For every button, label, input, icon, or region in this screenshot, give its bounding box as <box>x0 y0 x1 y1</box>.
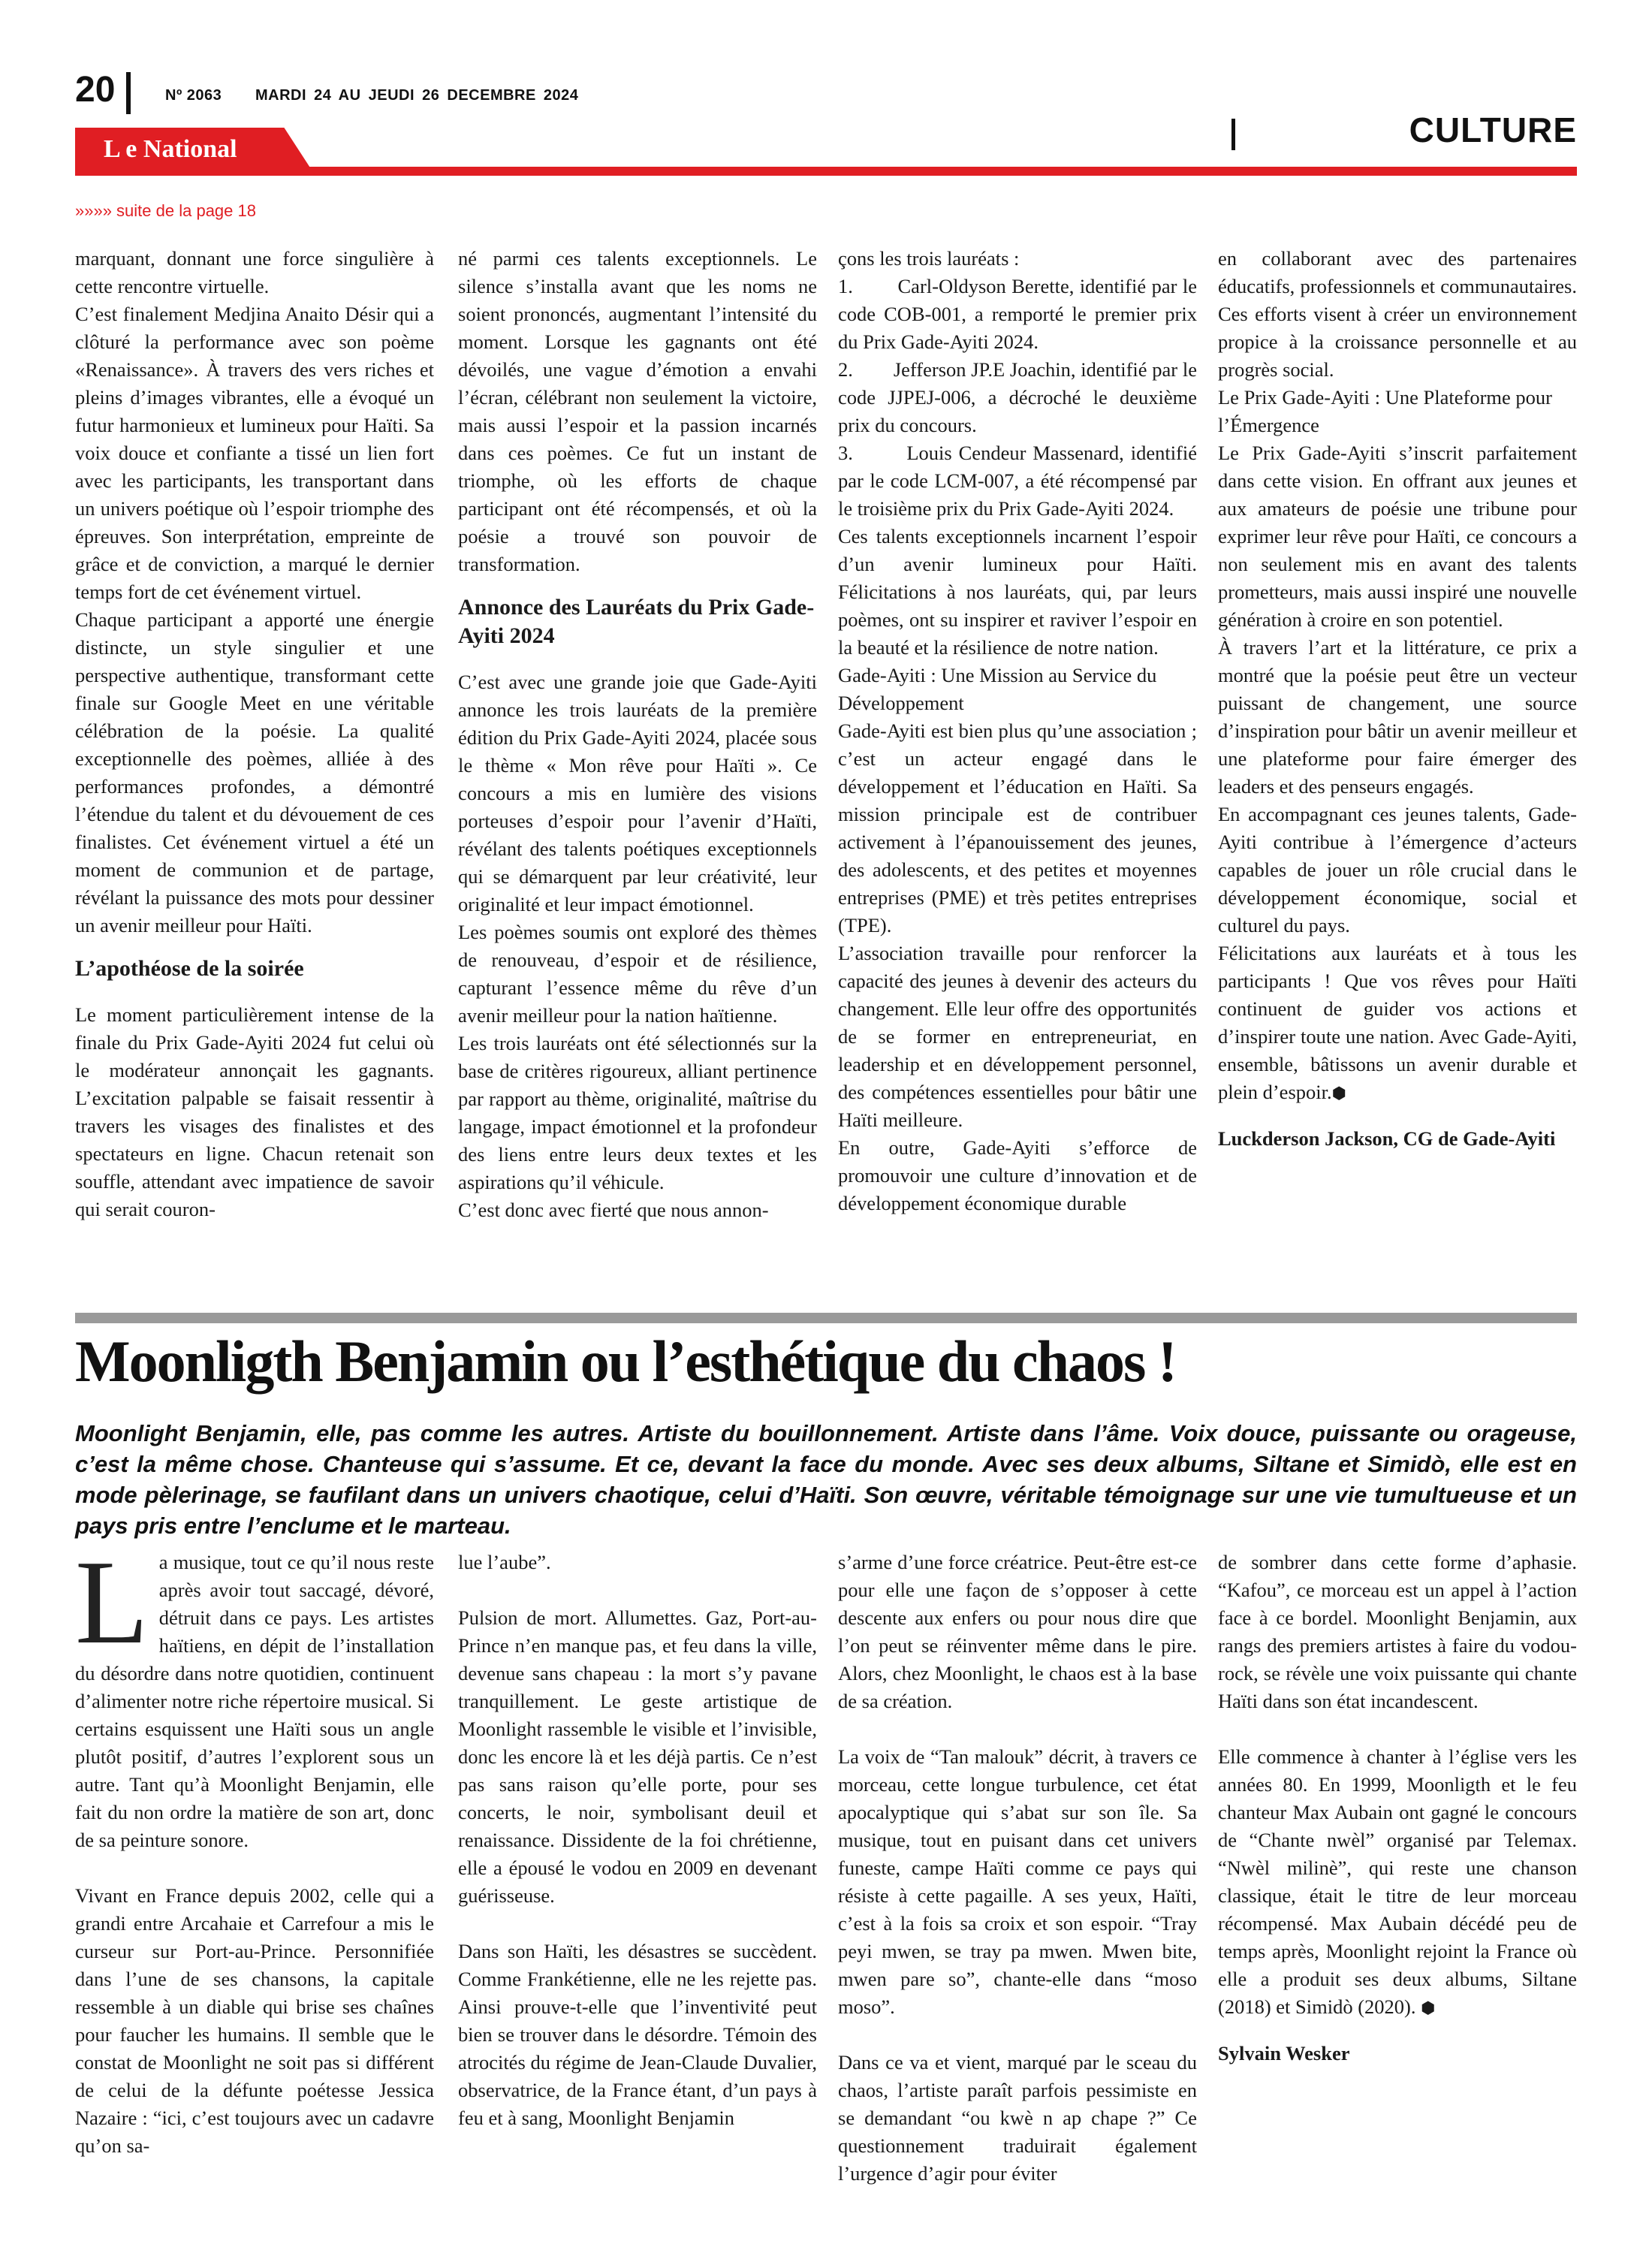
paragraph: Pulsion de mort. Allumettes. Gaz, Port-au-Prince n’en manque pas, et feu dans la ville, devenue sans chapeau : la mort s’y pavane tranquillement. Le geste artistique de Moonlight rassemble le visible et l’invisible, donc les encore là et les déjà partis. Ce n’est pas sans raison qu’elle porte, pour ses concerts, le noir, symbolisant deuil et renaissance. Dissidente de la foi chrétienne, elle a épousé le vodou en 2009 en devenant guérisseuse. <box>458 1606 817 1907</box>
drop-cap: L <box>75 1535 149 1669</box>
article1-column-4 <box>1218 245 1577 1153</box>
paragraph: C’est finalement Medjina Anaito Désir qui a clôturé la performance avec son poème «Renaissance». À travers des vers riches et pleins d’images vibrantes, elle a évoqué un futur harmonieux et lumineux pour Haïti. Sa voix douce et confiante a tissé un lien fort avec les participants, les transportant dans un univers poétique où l’espoir triomphe des épreuves. Son interprétation, empreinte de grâce et de conviction, a marqué le dernier temps fort de cet événement virtuel. <box>75 303 434 603</box>
article2-column-3 <box>838 1549 1197 2188</box>
article-divider <box>75 1313 1577 1323</box>
subheading: Annonce des Lauréats du Prix Gade-Ayiti 2024 <box>458 595 815 648</box>
list-item: 3. Louis Cendeur Massenard, identifié par le code LCM-007, a été récompensé par le troisième prix du Prix Gade-Ayiti 2024. <box>838 442 1202 520</box>
article1-column-3 <box>838 245 1202 1217</box>
paragraph: Les trois lauréats ont été sélectionnés sur la base de critères rigoureux, alliant pertinence par rapport au thème, originalité, maîtrise du langage, impact émotionnel et la profondeur des liens entre leurs deux textes et les aspirations qu’il véhicule. <box>458 1032 817 1193</box>
paragraph: en collaborant avec des partenaires éducatifs, professionnels et communautaires. Ces efforts visent à créer un environnement propice à la croissance personnelle et au progrès social. <box>1218 247 1577 381</box>
issue-date: MARDI 24 AU JEUDI 26 DECEMBRE 2024 <box>255 87 579 104</box>
inline-heading: Le Prix Gade-Ayiti : Une Plateforme pour l’Émergence <box>1218 386 1553 436</box>
paragraph: Le Prix Gade-Ayiti s’inscrit parfaitement dans cette vision. En offrant aux jeunes et aux amateurs de poésie une tribune pour exprimer leur rêve pour Haïti, ce concours a non seulement mis en avant des talents prometteurs, mais aussi inspiré une nouvelle génération à croire en son potentiel. <box>1218 442 1577 631</box>
article2-column-2 <box>458 1549 817 2132</box>
paragraph <box>1218 940 1577 1107</box>
article1-column-2 <box>458 245 817 1224</box>
paragraph: Gade-Ayiti est bien plus qu’une association ; c’est un acteur engagé dans le développement et l’éducation en Haïti. Sa mission principale est de contribuer activement à l’épanouissement des jeunes, des adolescents, et des petites et moyennes entreprises (PME) et très petites entreprises (TPE). <box>838 719 1197 936</box>
article2-column-1 <box>75 1535 434 2160</box>
paragraph: marquant, donnant une force singulière à cette rencontre virtuelle. <box>75 247 434 297</box>
section-title: CULTURE <box>1409 110 1577 149</box>
paragraph: C’est donc avec fierté que nous annon- <box>458 1199 769 1221</box>
paragraph: çons les trois lauréats : <box>838 247 1020 270</box>
paragraph: de sombrer dans cette forme d’aphasie. “Kafou”, ce morceau est un appel à l’action face à ce bordel. Moonlight Benjamin, aux rangs des premiers artistes à faire du vodou-rock, se révèle une voix puissante qui chante Haïti dans son état incandescent. <box>1218 1551 1577 1712</box>
continued-from-link[interactable]: »»»» suite de la page 18 <box>75 201 256 220</box>
paragraph: Vivant en France depuis 2002, celle qui a grandi entre Arcahaie et Carrefour a mis le curseur sur Port-au-Prince. Personnifiée dans l’une de ses chansons, la capitale ressemble à un diable qui brise ses chaînes pour faucher les humains. Il semble que le constat de Moonlight ne soit pas si différent de celui de la défunte poétesse Jessica Nazaire : “ici, c’est toujours avec un cadavre qu’on sa- <box>75 1884 434 2157</box>
paragraph: En accompagnant ces jeunes talents, Gade-Ayiti contribue à l’émergence d’acteurs capables de jouer un rôle crucial dans le développement économique, social et culturel du pays. <box>1218 803 1577 936</box>
article2-headline: Moonligth Benjamin ou l’esthétique du chaos ! <box>75 1329 1176 1394</box>
paragraph: Dans ce va et vient, marqué par le sceau du chaos, l’artiste paraît parfois pessimiste en se demandant “ou kwè n ap chape ?” Ce questionnement traduirait également l’urgence d’agir pour éviter <box>838 2051 1197 2185</box>
paragraph: À travers l’art et la littérature, ce prix a montré que la poésie peut être un vecteur puissant de changement, une source d’inspiration pour bâtir un avenir meilleur et une plateforme pour faire émerger des leaders et des penseurs engagés. <box>1218 636 1577 798</box>
page-number-divider <box>126 72 131 114</box>
article2-column-4 <box>1218 1549 1577 2068</box>
paragraph <box>75 1535 434 1854</box>
paragraph: La voix de “Tan malouk” décrit, à travers ce morceau, cette longue turbulence, cet état apocalyptique qui s’abat sur son île. Sa musique, tout en puisant dans cet univers funeste, campe Haïti comme ce pays qui résiste à cette pagaille. A ses yeux, Haïti, c’est à la fois sa croix et son espoir. “Tray peyi mwen, se tray pa mwen. Mwen bite, mwen pare so”, chante-elle dans “moso moso”. <box>838 1745 1197 2018</box>
list-item: 1. Carl-Oldyson Berette, identifié par le code COB-001, a remporté le premier prix du Prix Gade-Ayiti 2024. <box>838 275 1202 353</box>
article1-column-1 <box>75 245 434 1223</box>
paragraph-text: Elle commence à chanter à l’église vers les années 80. En 1999, Moonligth et le feu chanteur Max Aubain ont gagné le concours de “Chante nwèl” organisé par Telemax. “Nwèl milinè”, qui reste une chanson classique, était le titre de leur morceau récompensé. Max Aubain décédé peu de temps après, Moonlight rejoint la France où elle a produit ses deux albums, Siltane (2018) et Simidò (2020). <box>1218 1745 1577 2018</box>
issue-number: Nº 2063 <box>165 87 222 104</box>
paragraph: Dans son Haïti, les désastres se succèdent. Comme Frankétienne, elle ne les rejette pas. Ainsi prouve-t-elle que l’inventivité peut bien se trouver dans le désordre. Témoin des atrocités du régime de Jean-Claude Duvalier, observatrice, de la France étant, d’un pays à feu et à sang, Moonlight Benjamin <box>458 1940 817 2129</box>
paragraph: C’est avec une grande joie que Gade-Ayiti annonce les trois lauréats de la première édition du Prix Gade-Ayiti 2024, placée sous le thème « Mon rêve pour Haïti ». Ce concours a mis en lumière des visions porteuses d’espoir pour l’avenir d’Haïti, révélant des talents poétiques exceptionnels qui se démarquent par leur créativité, leur originalité et leur impact émotionnel. <box>458 671 817 915</box>
page-number: 20 <box>75 70 116 110</box>
paragraph: L’association travaille pour renforcer la capacité des jeunes à devenir des acteurs du changement. Elle leur offre des opportunités de se former en entrepreneuriat, en leadership et en développement personnel, des compétences essentielles pour bâtir une Haïti meilleure. <box>838 942 1197 1131</box>
subheading: L’apothéose de la soirée <box>75 956 304 981</box>
paragraph: Le moment particulièrement intense de la finale du Prix Gade-Ayiti 2024 fut celui où le modérateur annonçait les gagnants. L’excitation palpable se faisait ressentir à travers les visages des finalistes et des spectateurs en ligne. Chacun retenait son souffle, attendant avec impatience de savoir qui serait couron- <box>75 1003 434 1220</box>
paragraph <box>1218 1743 1577 2022</box>
article2-lead: Moonlight Benjamin, elle, pas comme les autres. Artiste du bouillonnement. Artiste dans l’âme. Voix douce, puissante ou orageuse, c’est la même chose. Chanteuse qui s’assume. Et ce, devant la face du monde. Avec ses deux albums, Siltane et Simidò, elle est en mode pèlerinage, se faufilant dans un univers chaotique, celui d’Haïti. Son œuvre, véritable témoignage sur une vie tumultueuse et un pays pris entre l’enclume et le marteau. <box>75 1420 1577 1539</box>
article1-signature: Luckderson Jackson, CG de Gade-Ayiti <box>1218 1127 1556 1150</box>
paragraph-text: Félicitations aux lauréats et à tous les participants ! Que vos rêves pour Haïti continuent de guider vos actions et d’inspirer toute une nation. Avec Gade-Ayiti, ensemble, bâtissons un avenir durable et plein d’espoir. <box>1218 942 1577 1103</box>
paragraph: Chaque participant a apporté une énergie distincte, un style singulier et une perspective authentique, transformant cette finale sur Google Meet en une véritable célébration de la poésie. La qualité exceptionnelle des poèmes, alliée à des performances profondes, a démontré l’étendue du talent et du dévouement de ces finalistes. Cet événement virtuel a été un moment de communion et de partage, révélant la puissance des mots pour dessiner un avenir meilleur pour Haïti. <box>75 608 434 936</box>
end-mark-icon: ⬢ <box>1331 1084 1346 1102</box>
paragraph: s’arme d’une force créatrice. Peut-être est-ce pour elle une façon de s’opposer à cette descente aux enfers ou pour nous dire que l’on peut se réinventer même dans le pire. Alors, chez Moonlight, le chaos est à la base de sa création. <box>838 1551 1197 1712</box>
paragraph-text: a musique, tout ce qu’il nous reste après avoir tout saccagé, dévoré, détruit dans ce pays. Les artistes haïtiens, en dépit de l’installation du désordre dans notre quotidien, continuent d’alimenter notre riche répertoire musical. Si certains esquissent une Haïti sous un angle plutôt positif, d’autres l’explorent sous un autre. Tant qu’à Moonlight Benjamin, elle fait du non ordre la matière de son art, donc de sa peinture sonore. <box>75 1551 434 1851</box>
paragraph: En outre, Gade-Ayiti s’efforce de promouvoir une culture d’innovation et de développement économique durable <box>838 1136 1197 1214</box>
article2-signature: Sylvain Wesker <box>1218 2042 1350 2064</box>
paragraph: Les poèmes soumis ont exploré des thèmes de renouveau, d’espoir et de résilience, capturant l’essence même du rêve d’un avenir meilleur pour la nation haïtienne. <box>458 921 817 1027</box>
list-item: 2. Jefferson JP.E Joachin, identifié par le code JJPEJ-006, a décroché le deuxième prix du concours. <box>838 358 1202 436</box>
masthead-logo: L e National <box>104 135 237 163</box>
inline-heading: Gade-Ayiti : Une Mission au Service du Développement <box>838 664 1157 714</box>
paragraph: né parmi ces talents exceptionnels. Le silence s’installa avant que les noms ne soient prononcés, augmentant l’intensité du moment. Lorsque les gagnants ont été dévoilés, une vague d’émotion a envahi l’écran, célébrant non seulement la victoire, mais aussi l’espoir et la passion incarnés dans ces poèmes. Ce fut un instant de triomphe, où les efforts de chaque participant ont été récompensés, et où la poésie a trouvé son pouvoir de transformation. <box>458 247 817 575</box>
end-mark-icon: ⬢ <box>1421 1998 1436 2017</box>
section-divider <box>1231 119 1235 150</box>
paragraph: lue l’aube”. <box>458 1551 551 1573</box>
paragraph: Ces talents exceptionnels incarnent l’espoir d’un avenir lumineux pour Haïti. Félicitations à nos lauréats, qui, par leurs poèmes, ont su inspirer et raviver l’espoir en la beauté et la résilience de notre nation. <box>838 525 1197 659</box>
